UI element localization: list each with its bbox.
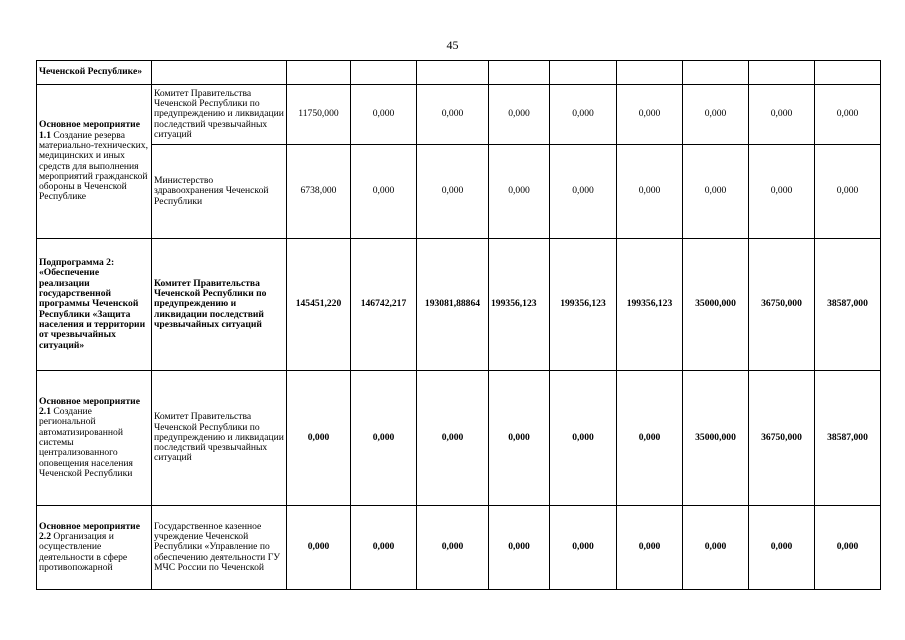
value-cell: 0,000 bbox=[489, 85, 550, 145]
measure-description: Организация и осуществление деятельности в сфере противопожарной bbox=[39, 531, 128, 573]
measure-name-cell bbox=[37, 371, 152, 506]
value-cell: 193081,88864 bbox=[417, 239, 489, 371]
value-cell: 0,000 bbox=[815, 145, 881, 239]
subprogram-name-cell: Подпрограмма 2: «Обеспечение реализации государственной программы Чеченской Республики «Защита населения и территории от чрезвычайных ситуаций» bbox=[37, 239, 152, 371]
measure-description: Создание региональной автоматизированной системы централизованного оповещения населения Чеченской Республики bbox=[39, 406, 133, 479]
value-cell: 0,000 bbox=[351, 371, 417, 506]
value-cell bbox=[749, 61, 815, 85]
executor-cell: Министерство здравоохранения Чеченской Республики bbox=[152, 145, 287, 239]
value-cell: 0,000 bbox=[489, 371, 550, 506]
value-cell: 0,000 bbox=[287, 371, 351, 506]
value-cell: 0,000 bbox=[550, 371, 617, 506]
executor-cell: Комитет Правительства Чеченской Республики по предупреждению и ликвидации последствий чрезвычайных ситуаций bbox=[152, 85, 287, 145]
executor-cell bbox=[152, 61, 287, 85]
executor-cell: Комитет Правительства Чеченской Республики по предупреждению и ликвидации последствий чрезвычайных ситуаций bbox=[152, 239, 287, 371]
value-cell: 0,000 bbox=[683, 145, 749, 239]
value-cell: 199356,123 bbox=[489, 239, 550, 371]
measure-description: Создание резерва материально-технических, медицинских и иных средств для выполнения мероприятий гражданской обороны в Чеченской Республике bbox=[39, 129, 148, 203]
value-cell: 0,000 bbox=[417, 85, 489, 145]
value-cell: 0,000 bbox=[617, 85, 683, 145]
value-cell: 0,000 bbox=[417, 371, 489, 506]
value-cell: 199356,123 bbox=[550, 239, 617, 371]
table-row bbox=[37, 506, 881, 590]
page-number: 45 bbox=[446, 38, 459, 52]
measure-name-cell bbox=[37, 85, 152, 239]
value-cell bbox=[683, 61, 749, 85]
value-cell: 146742,217 bbox=[351, 239, 417, 371]
value-cell: 36750,000 bbox=[749, 371, 815, 506]
value-cell bbox=[489, 61, 550, 85]
value-cell: 0,000 bbox=[749, 506, 815, 590]
measure-name-cell: Чеченской Республике» bbox=[37, 61, 152, 85]
value-cell: 0,000 bbox=[550, 145, 617, 239]
measure-title: Основное мероприятие 2.2 bbox=[39, 520, 140, 543]
value-cell: 0,000 bbox=[287, 506, 351, 590]
value-cell: 0,000 bbox=[351, 145, 417, 239]
value-cell: 0,000 bbox=[489, 145, 550, 239]
value-cell: 0,000 bbox=[617, 371, 683, 506]
table-row bbox=[37, 239, 881, 371]
value-cell bbox=[351, 61, 417, 85]
table-row bbox=[37, 61, 881, 85]
value-cell bbox=[417, 61, 489, 85]
measure-title: Основное мероприятие 1.1 bbox=[39, 119, 140, 141]
value-cell: 0,000 bbox=[749, 85, 815, 145]
value-cell: 0,000 bbox=[683, 85, 749, 145]
value-cell bbox=[617, 61, 683, 85]
value-cell: 0,000 bbox=[550, 506, 617, 590]
value-cell: 0,000 bbox=[617, 506, 683, 590]
value-cell bbox=[815, 61, 881, 85]
value-cell: 0,000 bbox=[683, 506, 749, 590]
table-row bbox=[37, 85, 881, 145]
value-cell: 38587,000 bbox=[815, 371, 881, 506]
value-cell: 35000,000 bbox=[683, 371, 749, 506]
measure-name-cell bbox=[37, 506, 152, 590]
value-cell: 0,000 bbox=[617, 145, 683, 239]
executor-cell: Комитет Правительства Чеченской Республики по предупреждению и ликвидации последствий чрезвычайных ситуаций bbox=[152, 371, 287, 506]
value-cell: 0,000 bbox=[815, 506, 881, 590]
program-budget-table bbox=[36, 60, 881, 590]
value-cell: 145451,220 bbox=[287, 239, 351, 371]
table-row bbox=[37, 145, 881, 239]
table-row bbox=[37, 371, 881, 506]
value-cell: 0,000 bbox=[351, 506, 417, 590]
value-cell: 0,000 bbox=[815, 85, 881, 145]
value-cell: 0,000 bbox=[550, 85, 617, 145]
value-cell: 0,000 bbox=[489, 506, 550, 590]
value-cell: 38587,000 bbox=[815, 239, 881, 371]
value-cell: 11750,000 bbox=[287, 85, 351, 145]
value-cell: 6738,000 bbox=[287, 145, 351, 239]
value-cell: 36750,000 bbox=[749, 239, 815, 371]
value-cell: 199356,123 bbox=[617, 239, 683, 371]
value-cell bbox=[550, 61, 617, 85]
value-cell: 0,000 bbox=[417, 506, 489, 590]
value-cell: 0,000 bbox=[417, 145, 489, 239]
measure-title: Основное мероприятие 2.1 bbox=[39, 395, 140, 418]
value-cell: 0,000 bbox=[749, 145, 815, 239]
executor-cell: Государственное казенное учреждение Чеченской Республики «Управление по обеспечению деятельности ГУ МЧС России по Чеченской bbox=[152, 506, 287, 590]
value-cell: 35000,000 bbox=[683, 239, 749, 371]
value-cell: 0,000 bbox=[351, 85, 417, 145]
value-cell bbox=[287, 61, 351, 85]
